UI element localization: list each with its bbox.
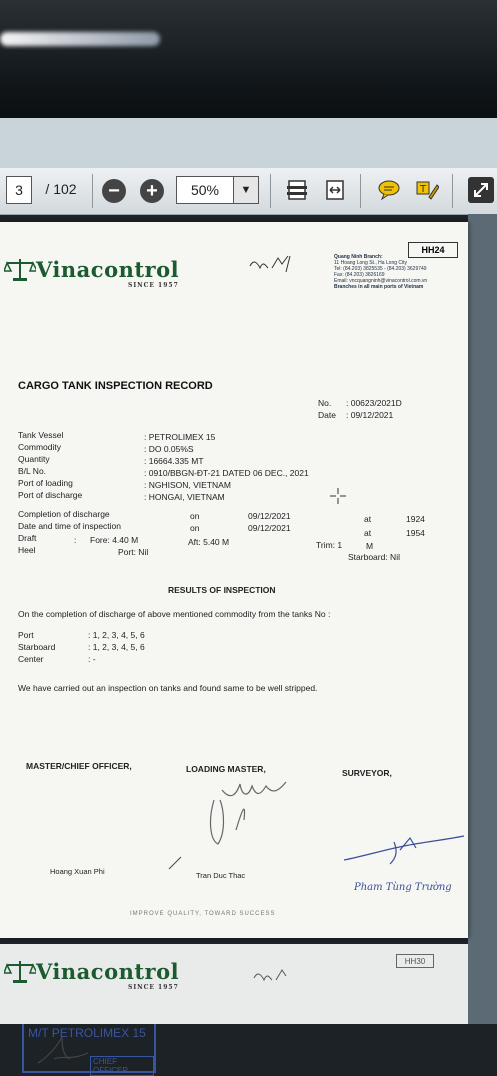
inspection-date: 09/12/2021 xyxy=(248,523,291,533)
zoom-out-button[interactable]: − xyxy=(102,179,126,203)
field-label: Commodity xyxy=(18,442,61,452)
footer-slogan: IMPROVE QUALITY, TOWARD SUCCESS xyxy=(130,911,276,917)
draft-aft: Aft: 5.40 M xyxy=(188,537,230,547)
tank-value: : 1, 2, 3, 4, 5, 6 xyxy=(88,642,145,652)
zoom-level-input[interactable]: 50% xyxy=(176,176,234,204)
draft-colon: : xyxy=(74,535,77,545)
field-value: : HONGAI, VIETNAM xyxy=(144,492,225,502)
draft-fore: Fore: 4.40 M xyxy=(90,535,139,545)
monitor-bezel xyxy=(0,0,497,118)
field-value: : 16664.335 MT xyxy=(144,456,204,466)
results-text: On the completion of discharge of above mentioned commodity from the tanks No : xyxy=(18,609,331,619)
completion-time: 1924 xyxy=(406,514,425,524)
surveyor-signature xyxy=(340,822,470,872)
scales-logo-icon xyxy=(4,958,36,984)
field-value: : 0910/BBGN-ĐT-21 DATED 06 DEC., 2021 xyxy=(144,468,309,478)
heel-starboard: Starboard: Nil xyxy=(348,552,400,562)
trim-unit: M xyxy=(366,541,374,551)
form-code-badge: HH24 xyxy=(408,242,458,258)
loading-master-name: Tran Duc Thac xyxy=(196,871,246,880)
crosshair-mark xyxy=(330,488,346,504)
next-document-page xyxy=(0,944,468,1024)
completion-label: Completion of discharge xyxy=(18,509,110,519)
field-label: Port of loading xyxy=(18,478,73,488)
page-number-input[interactable]: 3 xyxy=(6,176,32,204)
branch-address: Quang Ninh Branch: 11 Hoang Long St., Ha Long City Tel: (84.203) 3825535 - (84.203) 3629749 Fax: (84.203) 3826169 Email: vncquangninh@vinacontrol.com.vn Branches in all main ports of Vietnam xyxy=(334,254,428,290)
field-label: Quantity xyxy=(18,454,50,464)
completion-on: on xyxy=(190,511,200,521)
tank-label: Port xyxy=(18,630,34,640)
pdf-toolbar xyxy=(0,168,497,215)
initials-signature xyxy=(248,252,300,274)
surveyor-sign-label: SURVEYOR, xyxy=(342,768,392,778)
draft-label: Draft xyxy=(18,533,37,543)
record-number-value: : 00623/2021D xyxy=(346,398,402,408)
signature-tick xyxy=(168,856,182,870)
toolbar-separator xyxy=(452,174,453,208)
tank-value: : 1, 2, 3, 4, 5, 6 xyxy=(88,630,145,640)
surveyor-name: Pham Tùng Trường xyxy=(354,882,452,893)
initials-signature xyxy=(252,964,296,986)
heel-port: Port: Nil xyxy=(118,547,149,557)
field-label: Tank Vessel xyxy=(18,430,64,440)
window-strip xyxy=(0,118,497,168)
zoom-in-button[interactable]: + xyxy=(140,179,164,203)
master-sign-label: MASTER/CHIEF OFFICER, xyxy=(26,761,132,771)
tank-label: Center xyxy=(18,654,44,664)
inspection-at: at xyxy=(364,528,372,538)
fit-page-icon[interactable] xyxy=(284,177,310,203)
record-date-label: Date xyxy=(318,410,336,420)
tank-value: : - xyxy=(88,654,96,664)
inspection-on: on xyxy=(190,523,200,533)
toolbar-separator xyxy=(360,174,361,208)
chief-officer-stamp: M/T PETROLIMEX 15 CHIEF OFFICER xyxy=(22,1021,156,1073)
master-signature xyxy=(34,1033,94,1069)
loading-master-sign-label: LOADING MASTER, xyxy=(186,764,266,774)
company-name: Vinacontrol xyxy=(36,958,180,984)
company-since: SINCE 1957 xyxy=(128,984,179,991)
inspection-time: 1954 xyxy=(406,528,425,538)
viewer-background xyxy=(468,214,497,1024)
company-logo xyxy=(4,958,180,991)
screen-glare xyxy=(0,32,160,46)
svg-text:T: T xyxy=(420,184,427,195)
expand-icon[interactable] xyxy=(468,177,494,203)
comment-icon[interactable] xyxy=(376,177,402,203)
page-total-label: / 102 xyxy=(45,181,77,197)
field-value: : DO 0.05%S xyxy=(144,444,194,454)
fit-width-icon[interactable] xyxy=(322,177,348,203)
toolbar-separator xyxy=(92,174,93,208)
highlight-text-icon[interactable] xyxy=(414,177,440,203)
record-date-value: : 09/12/2021 xyxy=(346,410,394,420)
field-value: : NGHISON, VIETNAM xyxy=(144,480,231,490)
company-logo xyxy=(4,256,180,289)
inspection-label: Date and time of inspection xyxy=(18,521,122,531)
company-since: SINCE 1957 xyxy=(128,282,179,289)
trim-value: Trim: 1 xyxy=(316,540,343,550)
completion-at: at xyxy=(364,514,372,524)
field-value: : PETROLIMEX 15 xyxy=(144,432,216,442)
form-code-badge: HH30 xyxy=(396,954,434,968)
tank-label: Starboard xyxy=(18,642,56,652)
toolbar-separator xyxy=(270,174,271,208)
conclusion-text: We have carried out an inspection on tanks and found same to be well stripped. xyxy=(18,683,318,693)
field-label: Port of discharge xyxy=(18,490,83,500)
loading-master-signature xyxy=(196,770,292,854)
zoom-dropdown-button[interactable]: ▼ xyxy=(233,176,259,204)
master-name: Hoang Xuan Phi xyxy=(50,867,105,876)
field-label: B/L No. xyxy=(18,466,47,476)
scales-logo-icon xyxy=(4,256,36,282)
heel-label: Heel xyxy=(18,545,36,555)
results-title: RESULTS OF INSPECTION xyxy=(168,585,276,595)
company-name: Vinacontrol xyxy=(36,256,180,282)
record-number-label: No. xyxy=(318,398,332,408)
document-title: CARGO TANK INSPECTION RECORD xyxy=(18,380,213,392)
completion-date: 09/12/2021 xyxy=(248,511,291,521)
